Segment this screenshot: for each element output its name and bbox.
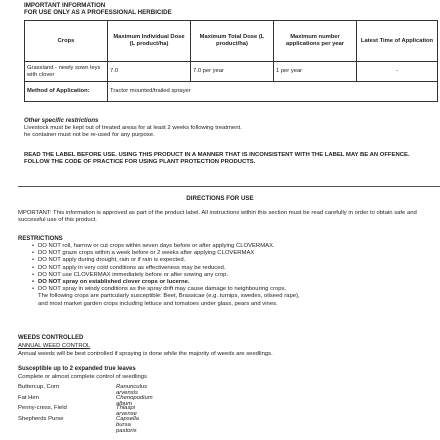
- col-header-max-total-dose: Maximum Total Dose (L product/ha): [191, 21, 274, 62]
- method-value: Tractor mounted/trailed sprayer: [108, 82, 438, 102]
- other-restrictions-line-1: Livestock must be kept out of treated areas for at least 2 weeks following treatment.: [24, 125, 242, 131]
- other-restrictions-line-2: he container must not be re-used for any purpose.: [24, 132, 155, 138]
- method-label: Method of Application:: [25, 82, 108, 102]
- list-item: • DO NOT graze crops within a week before or 2 weeks after applying CLOVERMAX: [32, 250, 438, 257]
- restriction-windy-text: DO NOT spray in windy conditions as the spray drift may cause damage to neighbouring crops.: [38, 286, 287, 293]
- restrictions-title: RESTRICTIONS: [18, 236, 63, 242]
- method-row: [25, 82, 438, 102]
- list-item: • DO NOT apply in very cold conditions as effectiveness may be reduced.: [32, 265, 438, 272]
- section-divider: [18, 186, 440, 187]
- weed-latin-name: Thlaspi arvense: [116, 405, 137, 418]
- annual-weed-control-text: Annual weeds will be best controlled if spraying is done while the majority of weeds are seedlings.: [18, 351, 273, 357]
- susceptible-subtitle: Complete or almost complete control of seedlings: [18, 374, 148, 380]
- important-notice: MPORTANT: This information is approved as part of the product label. All instructions within this section must be read carefully in order to obtain safe and successful use of this product.: [18, 210, 417, 224]
- legal-warning: READ THE LABEL BEFORE USE. USING THIS PRODUCT IN A MANNER THAT IS INCONSISTENT WITH THE LABEL MAY BE AN OFFENCE. FOLLOW THE CODE OF PRACTICE FOR USING PLANT PROTECTION PRODUCTS.: [24, 152, 410, 166]
- susceptible-crops-line-1: The following crops are particularly susceptible: Beet, Brassicae (e.g. turnips, swedes, oilseed rape),: [38, 293, 300, 300]
- col-header-max-applications: Maximum number applications per year: [274, 21, 357, 62]
- header-line-1: IMPORTANT INFORMATION: [24, 2, 106, 9]
- weed-common-name: Buttercup, Corn: [18, 384, 60, 390]
- other-restrictions-title: Other specific restrictions: [24, 118, 99, 124]
- important-information-header: [24, 2, 172, 16]
- list-item: • DO NOT apply during drought, rain or if rain is expected.: [32, 257, 438, 264]
- weed-latin-name: Chenopodium album: [116, 394, 153, 407]
- weed-latin-name: Capsella bursa pastoris: [116, 415, 139, 434]
- restrictions-list: [32, 243, 438, 308]
- annual-weed-control-heading: ANNUAL WEED CONTROL: [18, 343, 91, 349]
- list-item: • DO NOT spray on established clover crops or lucerne.: [32, 279, 438, 286]
- susceptible-title: Susceptible up to 2 expanded true leaves: [18, 366, 136, 372]
- cell-max-individual-dose: 7.0: [108, 62, 191, 82]
- list-item: • DO NOT use CLOVERMAX immediately before or after sowing any crop.: [32, 272, 438, 279]
- cell-max-total-dose: 7.0 per year: [191, 62, 274, 82]
- col-header-latest-time: Latest Time of Application: [357, 21, 438, 62]
- weed-common-name: Fat Hen: [18, 394, 39, 401]
- list-item: • DO NOT roll, harrow or cut crops within seven days before or after applying CLOVERMAX.: [32, 243, 438, 250]
- weeds-controlled-title: WEEDS CONTROLLED: [18, 335, 84, 341]
- directions-title: DIRECTIONS FOR USE: [186, 195, 254, 202]
- header-line-2: FOR USE ONLY AS A PROFESSIONAL HERBICIDE: [24, 9, 172, 17]
- cell-max-applications: 1 per year: [274, 62, 357, 82]
- other-restrictions-text: [24, 125, 242, 139]
- table-row: [25, 62, 438, 82]
- table-header-row: [25, 21, 438, 62]
- col-header-max-individual-dose: Maximum Individual Dose (L product/ha): [108, 21, 191, 62]
- weed-common-name: Shepherds Purse: [18, 415, 64, 422]
- susceptible-crops-line-2: and most market garden crops including lettuce and tomatoes under glass, pears and vines.: [38, 300, 278, 307]
- weed-latin-name: Ranunculus arvensis: [116, 384, 148, 396]
- cell-latest-time: -: [357, 62, 438, 82]
- weed-common-name: Penny-cress, Field: [18, 405, 67, 412]
- crop-dose-table: [24, 20, 438, 102]
- col-header-crops: Crops: [25, 21, 108, 62]
- list-item: [32, 286, 438, 308]
- cell-crop: Grassland - newly sown leys with clover: [25, 62, 108, 82]
